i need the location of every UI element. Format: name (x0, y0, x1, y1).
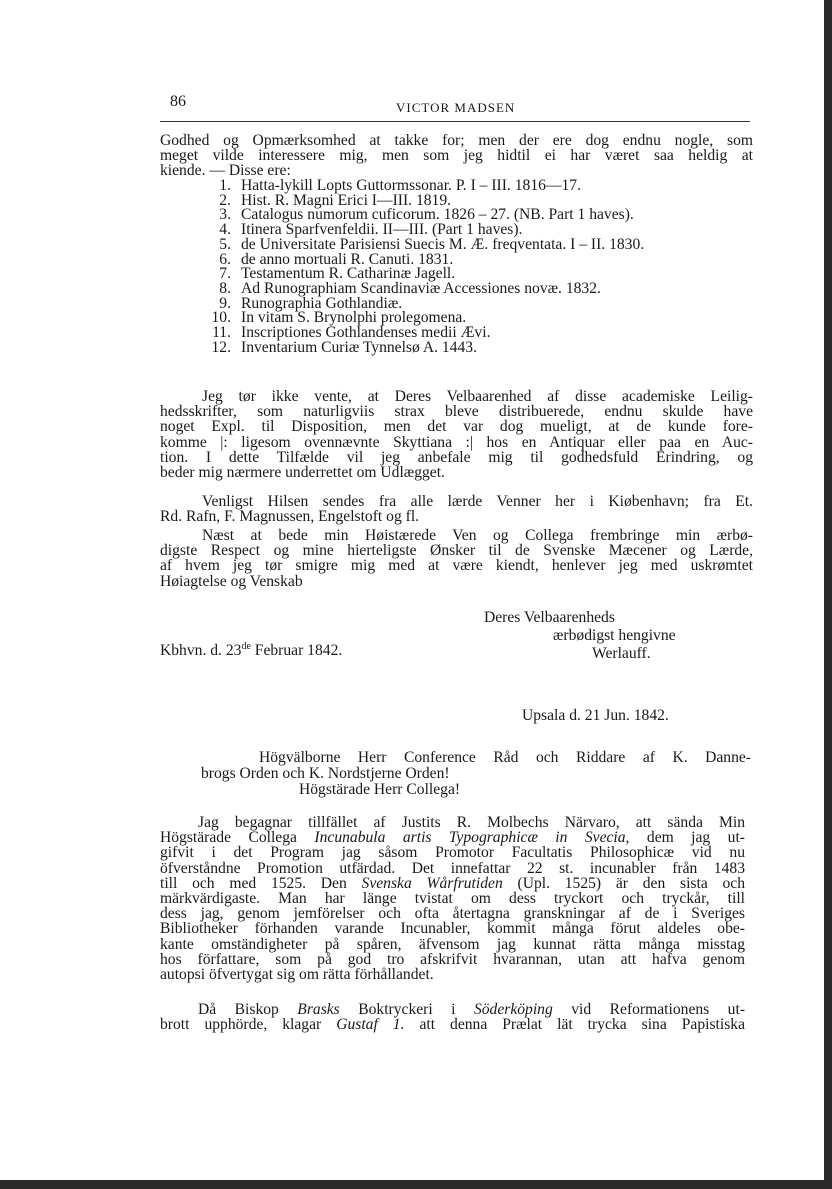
scan-edge-bottom (0, 1180, 832, 1189)
salutation-line: Högstärade Herr Collega! (299, 781, 461, 798)
text-run: brott upphörde, klagar (160, 1016, 337, 1034)
text-line: öfverståndne Promotion utfärdad. Det innefattar 22 st. incunabler från 1483 (160, 859, 745, 877)
letter1-intro (160, 133, 753, 179)
salutation-line: Högvälborne Herr Conference Råd och Riddare af K. Danne- (259, 749, 751, 766)
running-title: VICTOR MADSEN (396, 100, 516, 115)
italic-title: Incunabula artis Typographicæ in Svecia, (314, 829, 630, 847)
date-superscript: de (241, 641, 251, 652)
closing-line: Deres Velbaarenheds (484, 609, 615, 626)
text-line: kante omständigheter på spåren, äfvensom jag kunnat rätta många misstag (160, 935, 745, 953)
text-run: att denna Prælat lät trycka sina Papistiska (404, 1016, 745, 1034)
paragraph-jeg (160, 389, 753, 480)
text-line (160, 876, 745, 891)
italic-title: Svenska Wårfrutiden (361, 874, 503, 892)
text-line: af hvem jeg tør smigre mig med at være kiendt, henlever jeg med uskrømtet (160, 557, 753, 575)
closing (484, 609, 676, 663)
text-line: Næst at bede min Høistærede Ven og Collega frembringe min ærbø- (202, 527, 753, 544)
list-item-number: 11. (212, 324, 231, 342)
list-item-text: Hist. R. Magni Erici I—III. 1819. (241, 191, 452, 209)
text-line: Høiagtelse og Venskab (160, 572, 303, 590)
text-run: vid Reformationens ut- (552, 1001, 746, 1018)
text-line: Rd. Rafn, F. Magnussen, Engelstoft og fl. (160, 508, 420, 526)
list-item-text: de Universitate Parisiensi Suecis M. Æ. freqventata. I – II. 1830. (241, 235, 645, 253)
list-item-number: 8. (219, 279, 231, 297)
page-number: 86 (170, 93, 186, 110)
list-item-number: 10. (211, 309, 231, 327)
paragraph-naest (160, 528, 753, 589)
text-line: beder mig nærmere underrettet om Udlægget. (160, 464, 445, 482)
text-line: dess jag, genom jemförelser och ofta återtagna granskningar af de i Sveriges (160, 905, 745, 923)
italic-place: Söderköping (473, 1001, 553, 1018)
text-line (160, 1002, 745, 1017)
list-item-number: 9. (219, 294, 231, 312)
text-line: hedsskrifter, som naturligviis strax bleve distribuerede, endnu skulde have (160, 403, 753, 421)
text-line: Godhed og Opmærksomhed at takke for; men der ere dog endnu nogle, som (160, 132, 753, 149)
list-item-number: 2. (219, 191, 231, 209)
text-line: hos författare, som på god tro afskrifvit hvarannan, utan att hafva genom (160, 950, 745, 968)
text-line: tion. I dette Tilfælde vil jeg anbefale mig til godhedsfuld Erindring, og (160, 448, 753, 466)
text-line: Bibliotheker förhanden varande Incunabler, kommit många förut aldeles obe- (160, 920, 745, 938)
italic-name: Brasks (297, 1001, 340, 1018)
scan-edge-right (824, 0, 832, 1189)
list-item-number: 4. (219, 221, 231, 239)
text-run: Då Biskop (198, 1001, 298, 1018)
list-item-number: 3. (219, 206, 231, 224)
list-item-number: 6. (219, 250, 231, 268)
list-item-text: de anno mortuali R. Canuti. 1831. (241, 250, 454, 268)
salutation-line: brogs Orden och K. Nordstjerne Orden! (201, 765, 450, 782)
text-line (160, 1017, 745, 1032)
letter2-dateline: Upsala d. 21 Jun. 1842. (522, 707, 669, 724)
list-item-number: 1. (219, 177, 231, 194)
italic-name: Gustaf 1. (336, 1016, 405, 1034)
letter2-salutation (201, 750, 751, 798)
list-item-number: 7. (219, 265, 231, 283)
text-line: Venligst Hilsen sendes fra alle lærde Venner her i Kiøbenhavn; fra Et. (202, 493, 753, 510)
paragraph-venligst (160, 494, 753, 524)
text-run: Boktryckeri i (339, 1001, 474, 1018)
text-run: (Upl. 1525) är den sista och (502, 874, 746, 892)
header-rule (160, 121, 750, 122)
text-line: Jeg tør ikke vente, at Deres Velbaarenhed af disse academiske Leilig- (202, 388, 753, 405)
text-line: märkvärdigaste. Man har länge tvistat om dess tryckort och tryckår, till (160, 890, 745, 908)
text-line: komme |: ligesom ovennævnte Skyttiana :| hos en Antiquar eller paa en Auc- (160, 433, 753, 451)
list-item-text: Hatta-lykill Lopts Guttormssonar. P. I – III. 1816—17. (241, 177, 582, 194)
letter2-paragraph-1 (160, 815, 745, 982)
list-item-text: Testamentum R. Catharinæ Jagell. (241, 265, 456, 283)
date-rest: Februar 1842. (250, 642, 343, 660)
list-item (197, 338, 644, 356)
list-item-text: Catalogus numorum cuficorum. 1826 – 27. (NB. Part 1 haves). (241, 206, 634, 224)
list-item-number: 5. (219, 235, 231, 253)
list-item-number: 12. (211, 338, 231, 356)
publication-list (197, 179, 644, 355)
signature: Werlauff. (592, 645, 651, 662)
text-line (160, 830, 745, 845)
text-run: Högstärade Collega (160, 829, 315, 847)
date-place: Kbhvn. d. 23 (160, 642, 242, 660)
text-line: gifvit i det Program jag såsom Promotor Facultatis Philosophicæ vid nu (160, 844, 745, 862)
letter2-paragraph-2 (160, 1002, 745, 1032)
text-line: digste Respect og mine hierteligste Ønsker til de Svenske Mæcener og Lærde, (160, 542, 753, 560)
closing-line: ærbødigst hengivne (553, 627, 676, 644)
letter1-date (160, 639, 342, 658)
list-item-text: In vitam S. Brynolphi prolegomena. (241, 309, 467, 327)
text-line: autopsi öfvertygat sig om rätta förhållandet. (160, 966, 434, 984)
text-line: meget vilde interessere mig, men som jeg hidtil ei har været saa heldig at (160, 147, 753, 165)
list-item-text: Inventarium Curiæ Tynnelsø A. 1443. (241, 338, 477, 356)
text-line: kiende. — Disse ere: (160, 162, 291, 180)
text-run: dem jag ut- (629, 829, 745, 847)
list-item-text: Inscriptiones Gothlandenses medii Ævi. (241, 324, 491, 342)
text-run: till och med 1525. Den (160, 874, 362, 892)
list-item-text: Ad Runographiam Scandinaviæ Accessiones novæ. 1832. (241, 279, 601, 297)
list-item-text: Runographia Gothlandiæ. (241, 294, 403, 312)
text-line: noget Expl. til Disposition, men det var dog mueligt, at de kunde fore- (160, 418, 753, 436)
list-item-text: Itinera Sparfvenfeldii. II—III. (Part 1 haves). (241, 221, 523, 239)
text-line: Jag begagnar tillfället af Justits R. Molbechs Närvaro, att sända Min (198, 814, 745, 831)
